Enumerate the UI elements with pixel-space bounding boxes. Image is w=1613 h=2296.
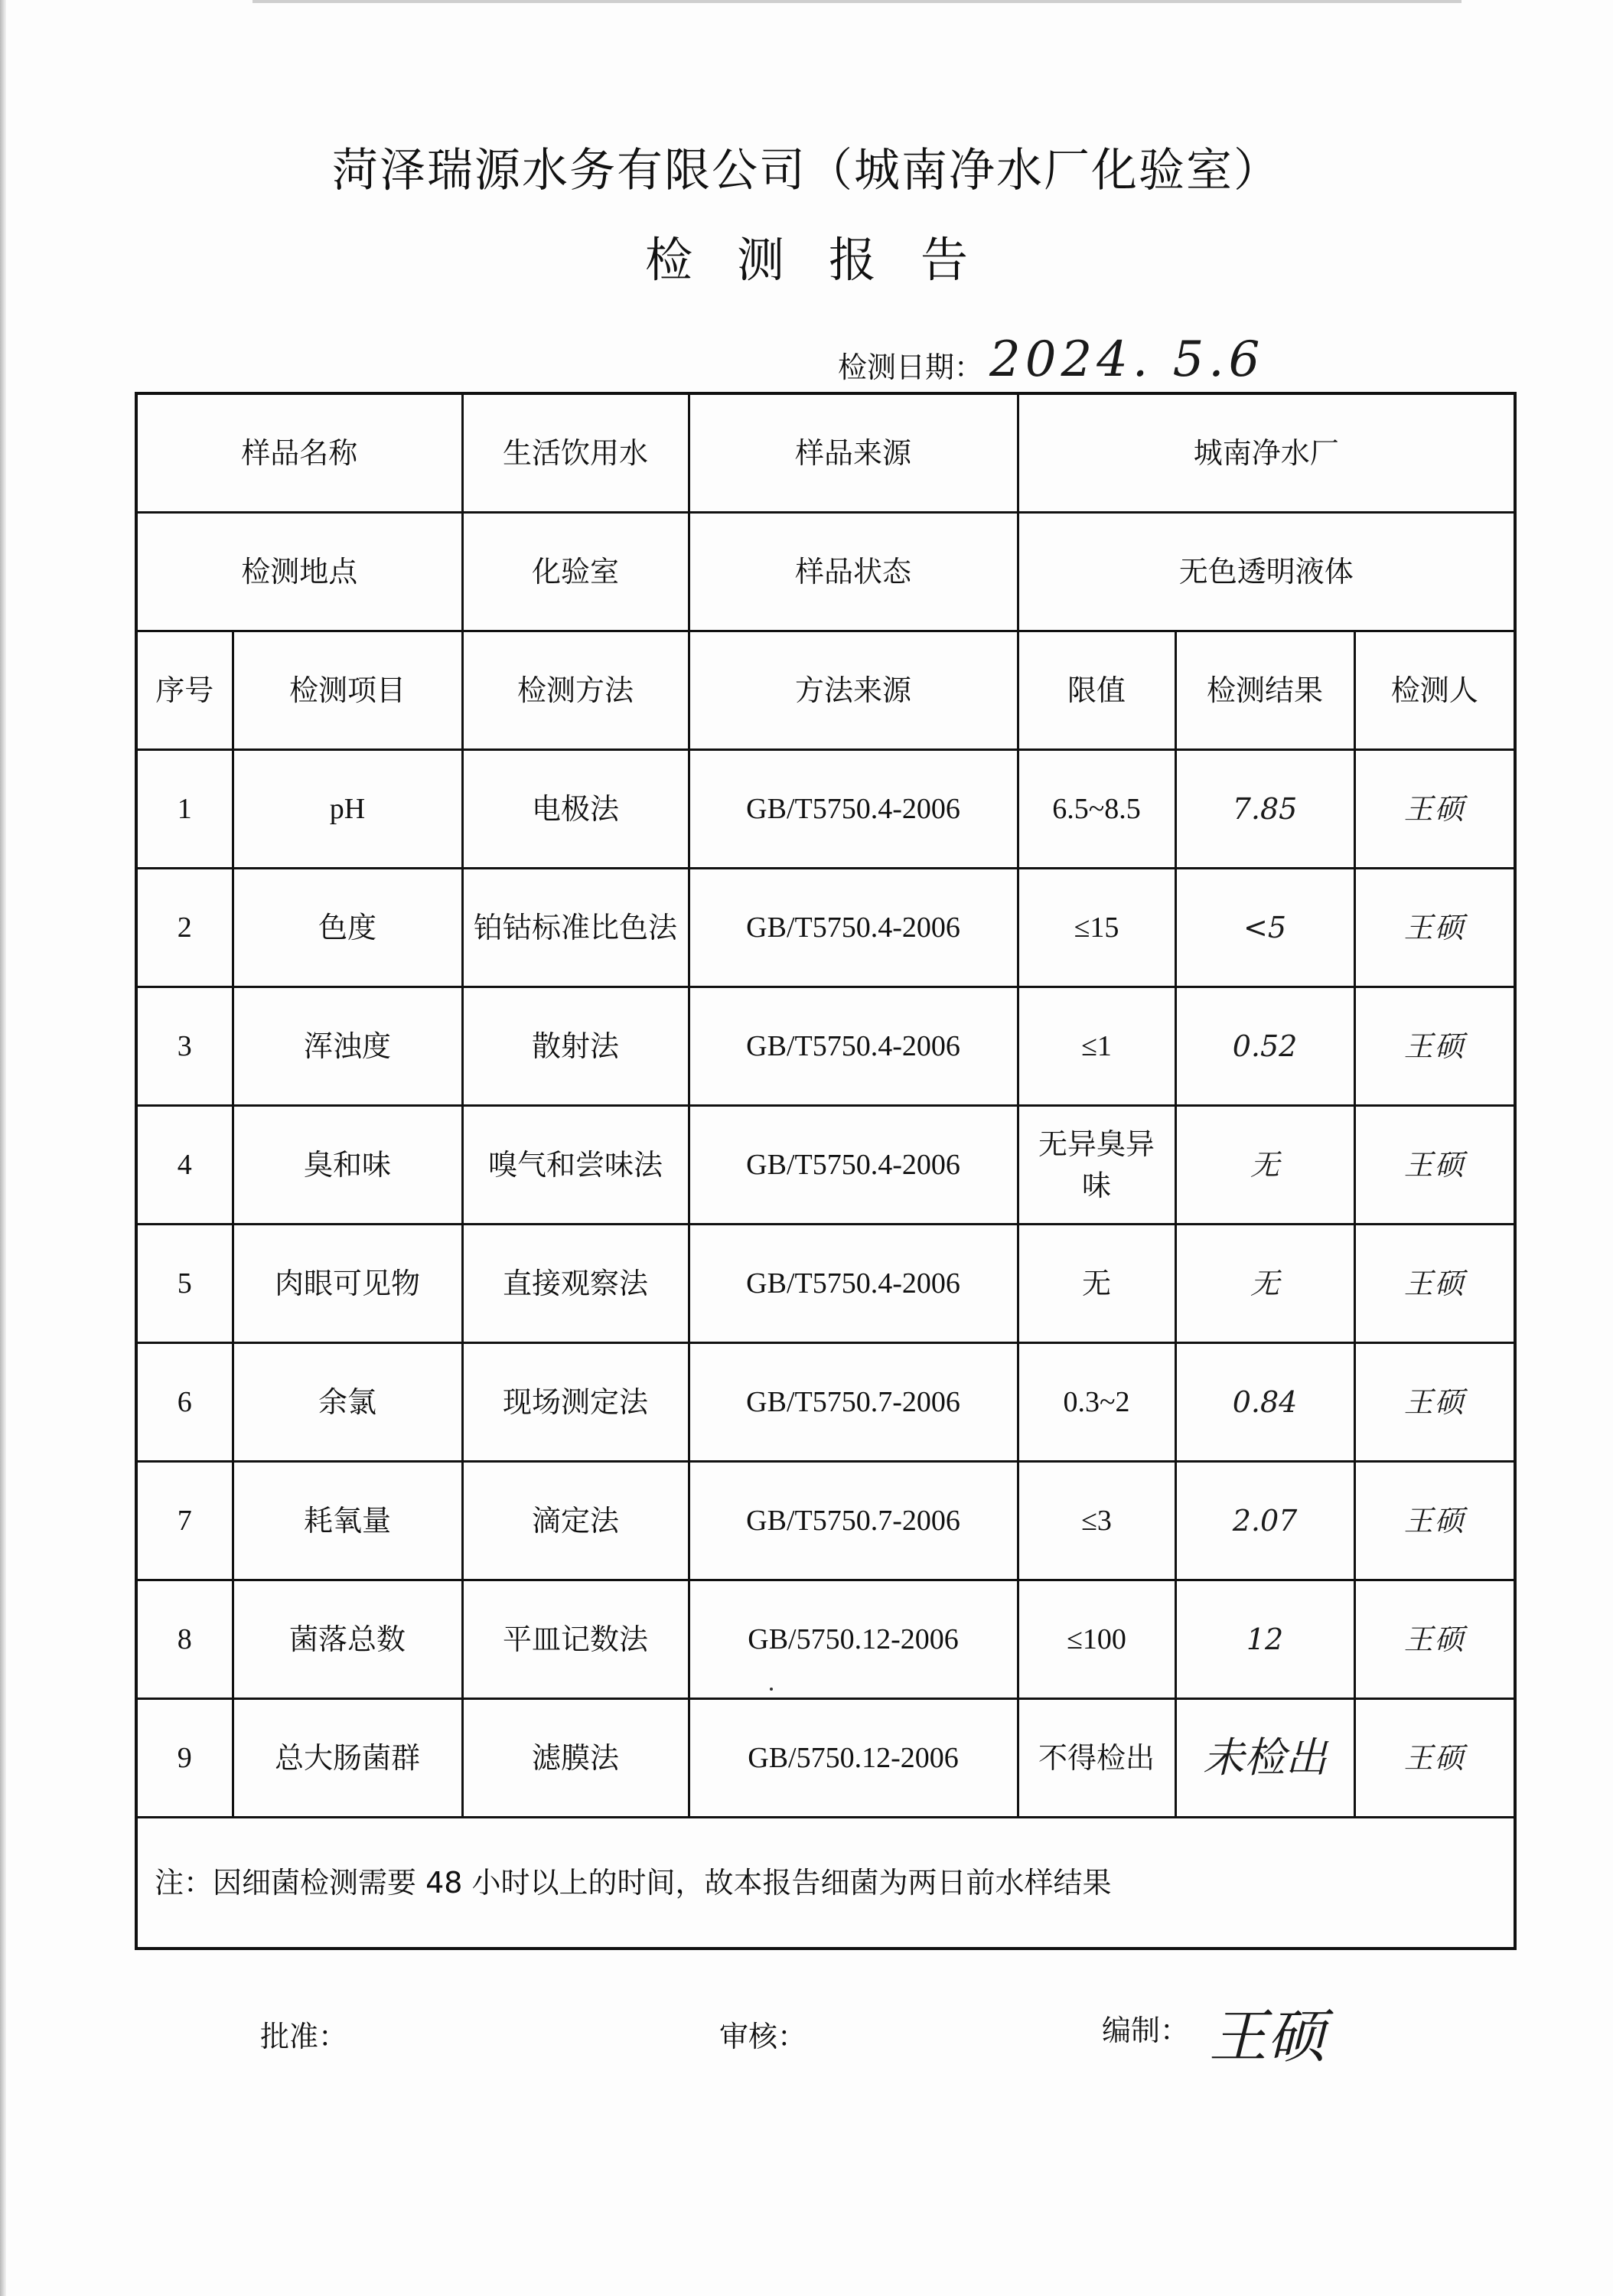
row-result: 无 [1175, 1106, 1354, 1225]
info-row-location [136, 513, 1515, 631]
row-method: 滴定法 [462, 1462, 689, 1580]
row-item: 臭和味 [233, 1106, 462, 1225]
test-date-value: 2024. 5.6 [989, 331, 1265, 388]
row-result: 0.52 [1175, 987, 1354, 1106]
row-tester: 王硕 [1354, 869, 1515, 987]
row-method: 铂钴标准比色法 [462, 869, 689, 987]
row-limit: 6.5~8.5 [1018, 750, 1175, 869]
row-index: 8 [136, 1580, 233, 1699]
table-row [136, 1580, 1515, 1699]
scan-edge [0, 0, 6, 2296]
row-method-source: GB/5750.12-2006 [689, 1580, 1018, 1699]
sample-name-value: 生活饮用水 [462, 393, 689, 513]
table-row [136, 750, 1515, 869]
review-label: 审核： [719, 2020, 807, 2053]
scan-edge-top [253, 0, 1461, 3]
row-limit: 0.3~2 [1018, 1343, 1175, 1462]
test-location-label: 检测地点 [136, 513, 462, 631]
row-result: 2.07 [1175, 1462, 1354, 1580]
col-method-source-header: 方法来源 [689, 631, 1018, 750]
table-row [136, 1225, 1515, 1343]
row-tester: 王硕 [1354, 987, 1515, 1106]
sample-name-label: 样品名称 [136, 393, 462, 513]
col-method-header: 检测方法 [462, 631, 689, 750]
scan-speck [770, 1688, 773, 1691]
row-method: 散射法 [462, 987, 689, 1106]
row-index: 2 [136, 869, 233, 987]
row-result: 无 [1175, 1225, 1354, 1343]
row-limit: 不得检出 [1018, 1699, 1175, 1818]
row-method-source: GB/T5750.4-2006 [689, 1225, 1018, 1343]
row-limit: ≤3 [1018, 1462, 1175, 1580]
row-limit: ≤15 [1018, 869, 1175, 987]
row-method: 嗅气和尝味法 [462, 1106, 689, 1225]
row-tester: 王硕 [1354, 1699, 1515, 1818]
sample-source-label: 样品来源 [689, 393, 1018, 513]
row-limit: 无 [1018, 1225, 1175, 1343]
table-row [136, 1462, 1515, 1580]
info-row-sample [136, 393, 1515, 513]
row-tester: 王硕 [1354, 1225, 1515, 1343]
row-tester: 王硕 [1354, 750, 1515, 869]
report-subtitle: 检测报告 [644, 232, 1012, 288]
note-row [136, 1818, 1515, 1949]
row-index: 1 [136, 750, 233, 869]
test-date-row [838, 329, 1264, 390]
row-index: 4 [136, 1106, 233, 1225]
row-method-source: GB/5750.12-2006 [689, 1699, 1018, 1818]
table-row [136, 1699, 1515, 1818]
row-index: 3 [136, 987, 233, 1106]
row-item: 余氯 [233, 1343, 462, 1462]
row-item: 菌落总数 [233, 1580, 462, 1699]
sample-source-value: 城南净水厂 [1018, 393, 1515, 513]
row-method: 现场测定法 [462, 1343, 689, 1462]
table-row [136, 1343, 1515, 1462]
sample-state-value: 无色透明液体 [1018, 513, 1515, 631]
approve-label: 批准： [260, 2020, 348, 2053]
col-item-header: 检测项目 [233, 631, 462, 750]
row-method: 滤膜法 [462, 1699, 689, 1818]
row-result: <5 [1175, 869, 1354, 987]
row-tester: 王硕 [1354, 1343, 1515, 1462]
row-method-source: GB/T5750.4-2006 [689, 869, 1018, 987]
row-item: 耗氧量 [233, 1462, 462, 1580]
row-index: 9 [136, 1699, 233, 1818]
table-row [136, 869, 1515, 987]
row-method-source: GB/T5750.7-2006 [689, 1343, 1018, 1462]
row-index: 7 [136, 1462, 233, 1580]
row-tester: 王硕 [1354, 1106, 1515, 1225]
report-table [135, 392, 1517, 1950]
row-tester: 王硕 [1354, 1462, 1515, 1580]
row-method-source: GB/T5750.4-2006 [689, 750, 1018, 869]
signature-row [0, 1990, 1613, 2082]
row-result: 12 [1175, 1580, 1354, 1699]
row-item: 浑浊度 [233, 987, 462, 1106]
row-tester: 王硕 [1354, 1580, 1515, 1699]
table-row [136, 1106, 1515, 1225]
row-index: 5 [136, 1225, 233, 1343]
row-item: 色度 [233, 869, 462, 987]
row-item: 总大肠菌群 [233, 1699, 462, 1818]
row-item: pH [233, 750, 462, 869]
row-method: 直接观察法 [462, 1225, 689, 1343]
row-limit: ≤100 [1018, 1580, 1175, 1699]
row-limit: 无异臭异味 [1018, 1106, 1175, 1225]
column-header-row [136, 631, 1515, 750]
row-index: 6 [136, 1343, 233, 1462]
row-method-source: GB/T5750.4-2006 [689, 1106, 1018, 1225]
row-method: 平皿记数法 [462, 1580, 689, 1699]
test-location-value: 化验室 [462, 513, 689, 631]
row-result: 0.84 [1175, 1343, 1354, 1462]
report-note: 注：因细菌检测需要 48 小时以上的时间，故本报告细菌为两日前水样结果 [136, 1818, 1515, 1949]
col-limit-header: 限值 [1018, 631, 1175, 750]
col-result-header: 检测结果 [1175, 631, 1354, 750]
row-limit: ≤1 [1018, 987, 1175, 1106]
table-row [136, 987, 1515, 1106]
report-company-title: 菏泽瑞源水务有限公司（城南净水厂化验室） [332, 144, 1281, 197]
row-result: 7.85 [1175, 750, 1354, 869]
compile-label: 编制： [1102, 2014, 1190, 2047]
test-date-label: 检测日期： [838, 351, 984, 384]
row-method-source: GB/T5750.7-2006 [689, 1462, 1018, 1580]
row-item: 肉眼可见物 [233, 1225, 462, 1343]
compile-signature: 王硕 [1209, 2002, 1325, 2070]
col-tester-header: 检测人 [1354, 631, 1515, 750]
col-index-header: 序号 [136, 631, 233, 750]
row-method: 电极法 [462, 750, 689, 869]
row-result: 未检出 [1175, 1699, 1354, 1818]
sample-state-label: 样品状态 [689, 513, 1018, 631]
row-method-source: GB/T5750.4-2006 [689, 987, 1018, 1106]
